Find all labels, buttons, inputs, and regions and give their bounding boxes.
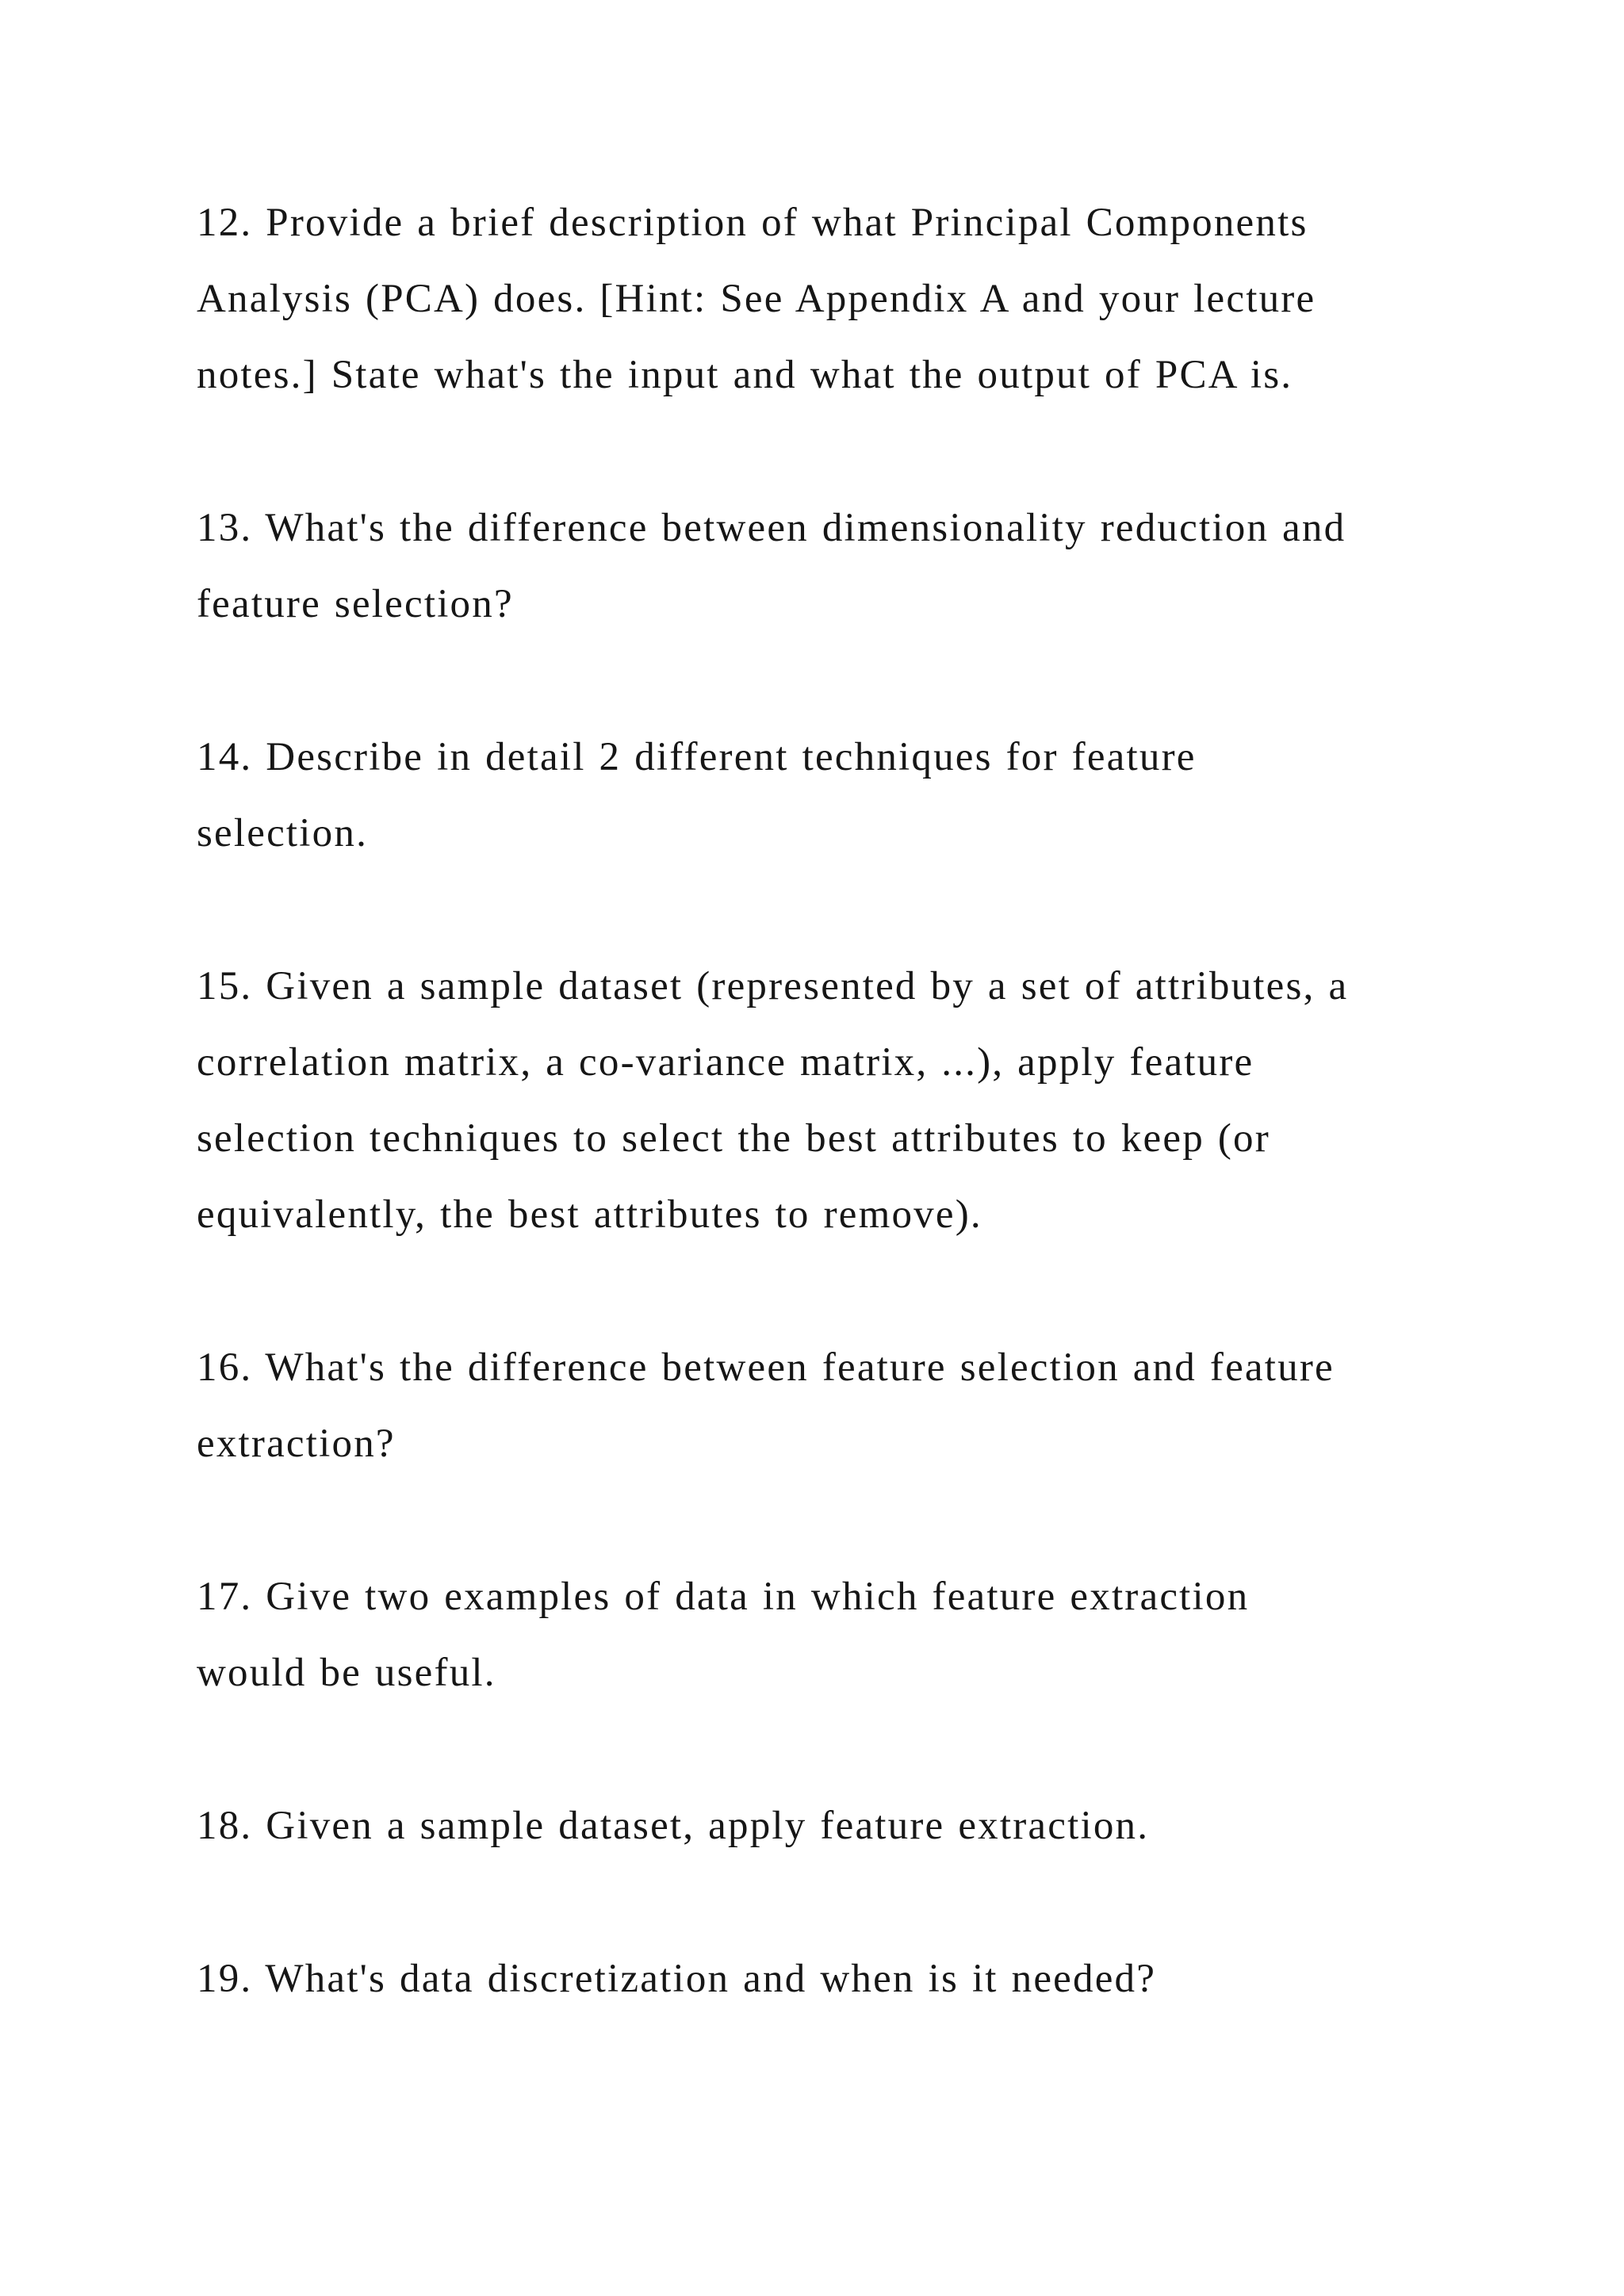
question-17: 17. Give two examples of data in which feature extraction would be useful. [197, 1575, 1250, 1695]
question-18: 18. Given a sample dataset, apply feature extraction. [197, 1804, 1150, 1848]
question-16: 16. What's the difference between feature selection and feature extraction? [197, 1345, 1335, 1466]
question-19: 19. What's data discretization and when is it needed? [197, 1957, 1157, 2001]
question-12: 12. Provide a brief description of what Principal Components Analysis (PCA) does. [Hint: See Appendix A and your lecture notes.] State what's the input and what the output of PCA is. [197, 201, 1316, 397]
question-13: 13. What's the difference between dimensionality reduction and feature selection? [197, 506, 1346, 626]
question-list [197, 185, 1450, 2017]
question-14: 14. Describe in detail 2 different techniques for feature selection. [197, 735, 1197, 855]
question-15: 15. Given a sample dataset (represented by a set of attributes, a correlation matrix, a co-variance matrix, ...), apply feature selection techniques to select the best attributes to keep (or equivalently, the best attributes to remove). [197, 964, 1349, 1237]
